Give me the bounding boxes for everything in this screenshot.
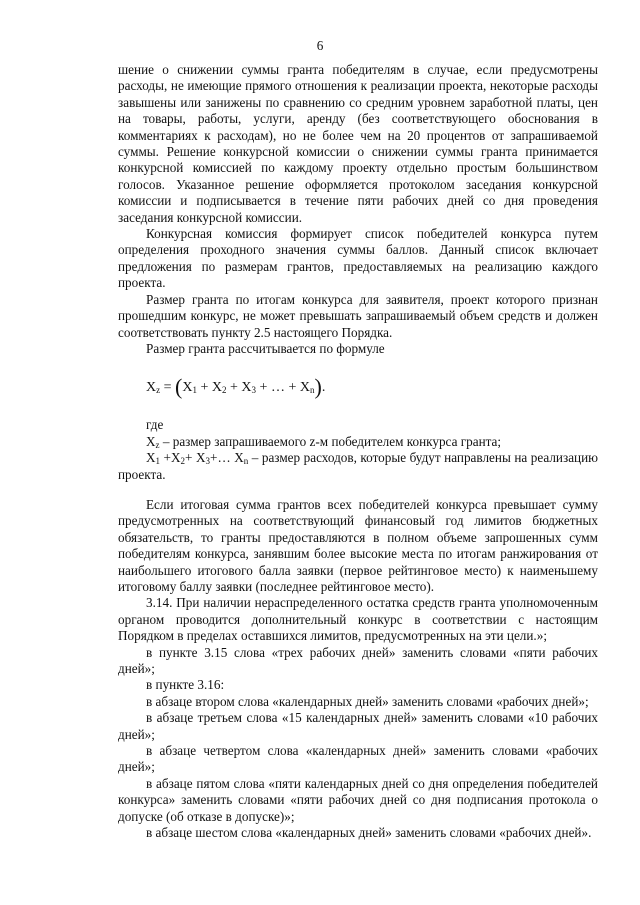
page-number: 6 [316, 38, 324, 53]
paragraph-where: где [146, 417, 164, 433]
paragraph-3-16-abzac-3: в абзаце третьем слова «15 календарных дней» заменить словами «10 рабочих дней»; [118, 710, 598, 742]
paragraph-formula-intro: Размер гранта рассчитывается по формуле [146, 340, 385, 356]
paragraph-3-14: 3.14. При наличии нераспределенного остатка средств гранта уполномоченным органом проводится дополнительный конкурс в соответствии с настоящим Порядком в пределах оставшихся лимитов, предусмотренных на эти цели.»; [118, 595, 598, 644]
paragraph-grant-reduction: шение о снижении суммы гранта победителям в случае, если предусмотрены расходы, не имеющие прямого отношения к реализации проекта, некоторые расходы завышены или занижены по сравнению со средним уровнем заработной платы, цен на товары, работы, услуги, аренду (без соответствующего обоснования в комментариях к расходам), но не более чем на 20 процентов от запрашиваемой суммы. Решение конкурсной комиссии о снижении суммы гранта принимается конкурсной комиссией по каждому проекту отдельно простым большинством голосов. Указанное решение оформляется протоколом заседания конкурсной комиссии и подписывается в течение пяти рабочих дней со дня проведения заседания конкурсной комиссии. [118, 62, 598, 225]
paragraph-exceeding-limits: Если итоговая сумма грантов всех победителей конкурса превышает сумму предусмотренных на соответствующий финансовый год лимитов бюджетных обязательств, то гранты предоставляются в полном объеме запрошенных сумм победителям конкурса, занявшим более высокие места по итогам ранжирования от наибольшего итогового балла заявки (первое рейтинговое место) к наименьшему итоговому баллу заявки (последнее рейтинговое место). [118, 496, 598, 594]
grant-formula: $X_z = (X_1 + X_2 + X_3$ + … + $X_n$). [146, 374, 326, 400]
paragraph-3-16-abzac-4: в абзаце четвертом слова «календарных дней» заменить словами «рабочих дней»; [118, 743, 598, 775]
definition-xz: $X_z$ – размер запрашиваемого z-м победителем конкурса гранта; [146, 433, 502, 450]
paragraph-3-16-abzac-6: в абзаце шестом слова «календарных дней» заменить словами «рабочих дней». [146, 825, 592, 841]
paragraph-3-15-amendment: в пункте 3.15 слова «трех рабочих дней» заменить словами «пяти рабочих дней»; [118, 644, 598, 676]
document-body [118, 62, 598, 841]
paragraph-3-16-abzac-5: в абзаце пятом слова «пяти календарных дней со дня определения победителей конкурса» заменить словами «пяти рабочих дней со дня подписания протокола о допуске (об отказе в допуске)»; [118, 775, 598, 824]
paragraph-3-16-intro: в пункте 3.16: [146, 677, 225, 693]
paragraph-grant-size: Размер гранта по итогам конкурса для заявителя, проект которого признан прошедшим конкурс, не может превышать запрашиваемый объем средств и должен соответствовать пункту 2.5 настоящего Порядка. [118, 291, 598, 340]
paragraph-winners-list: Конкурсная комиссия формирует список победителей конкурса путем определения проходного значения суммы баллов. Данный список включает предложения по размерам грантов, предоставляемых на реализацию каждого проекта. [118, 226, 598, 291]
paragraph-3-16-abzac-2: в абзаце втором слова «календарных дней» заменить словами «рабочих дней»; [146, 693, 589, 709]
definition-x1-xn: $X_1 +X_2+$ $X_3+\dots$ $X_n$ – размер расходов, которые будут направлены на реализацию проекта. [118, 450, 599, 482]
